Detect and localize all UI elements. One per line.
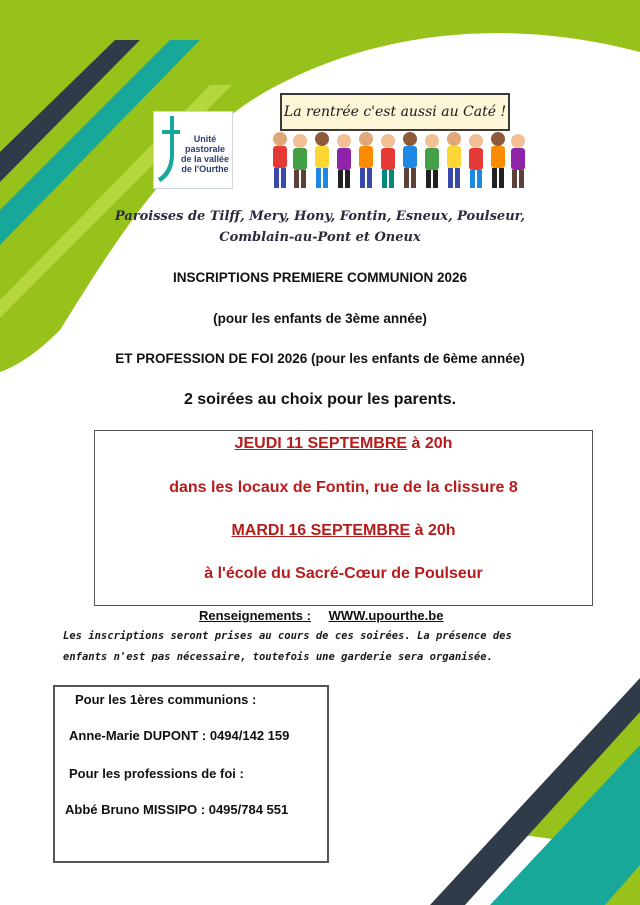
website-link[interactable]: WWW.upourthe.be	[328, 608, 444, 623]
cate-banner	[270, 93, 530, 195]
sessions-box	[94, 430, 593, 606]
kid-9	[447, 132, 461, 188]
heading-communion: INSCRIPTIONS PREMIERE COMMUNION 2026	[172, 270, 468, 285]
kid-7	[403, 132, 417, 188]
parish-logo	[153, 111, 233, 189]
cross-logo-icon	[156, 114, 182, 184]
profession-contact: Abbé Bruno MISSIPO : 0495/784 551	[65, 802, 289, 817]
heading-communion-age: (pour les enfants de 3ème année)	[213, 311, 427, 326]
kid-1	[273, 132, 287, 188]
kid-2	[293, 134, 307, 188]
parishes-list: Paroisses de Tilff, Mery, Hony, Fontin, Esneux, Poulseur, Comblain-au-Pont et Oneux	[114, 209, 526, 245]
contacts-box	[53, 685, 329, 863]
logo-text: Unité pastorale de la vallée de l'Ourthe	[180, 134, 230, 174]
info-label: Renseignements :	[199, 608, 311, 623]
kid-5	[359, 132, 373, 188]
children-illustration	[270, 129, 530, 195]
registration-notice: Les inscriptions seront prises au cours de ces soirées. La présence des enfants n'est pas nécessaire, toutefois une garderie sera organisée.	[63, 630, 512, 663]
session-2-place: à l'école du Sacré-Cœur de Poulseur	[204, 565, 483, 582]
info-line	[199, 608, 443, 623]
kid-4	[337, 134, 351, 188]
kid-6	[381, 134, 395, 188]
session-1-date: JEUDI 11 SEPTEMBRE à 20h	[234, 435, 453, 452]
kid-11	[491, 132, 505, 188]
session-1-place: dans les locaux de Fontin, rue de la clissure 8	[169, 479, 518, 496]
banner-sign: La rentrée c'est aussi au Caté !	[280, 93, 510, 131]
kid-8	[425, 134, 439, 188]
kid-3	[315, 132, 329, 188]
heading-profession: ET PROFESSION DE FOI 2026 (pour les enfants de 6ème année)	[115, 351, 525, 366]
communion-contact-label: Pour les 1ères communions :	[75, 692, 257, 707]
session-2-date: MARDI 16 SEPTEMBRE à 20h	[231, 522, 456, 539]
kid-10	[469, 134, 483, 188]
heading-evenings: 2 soirées au choix pour les parents.	[183, 391, 457, 408]
kid-12	[511, 134, 525, 188]
profession-contact-label: Pour les professions de foi :	[69, 766, 244, 781]
communion-contact: Anne-Marie DUPONT : 0494/142 159	[69, 728, 290, 743]
